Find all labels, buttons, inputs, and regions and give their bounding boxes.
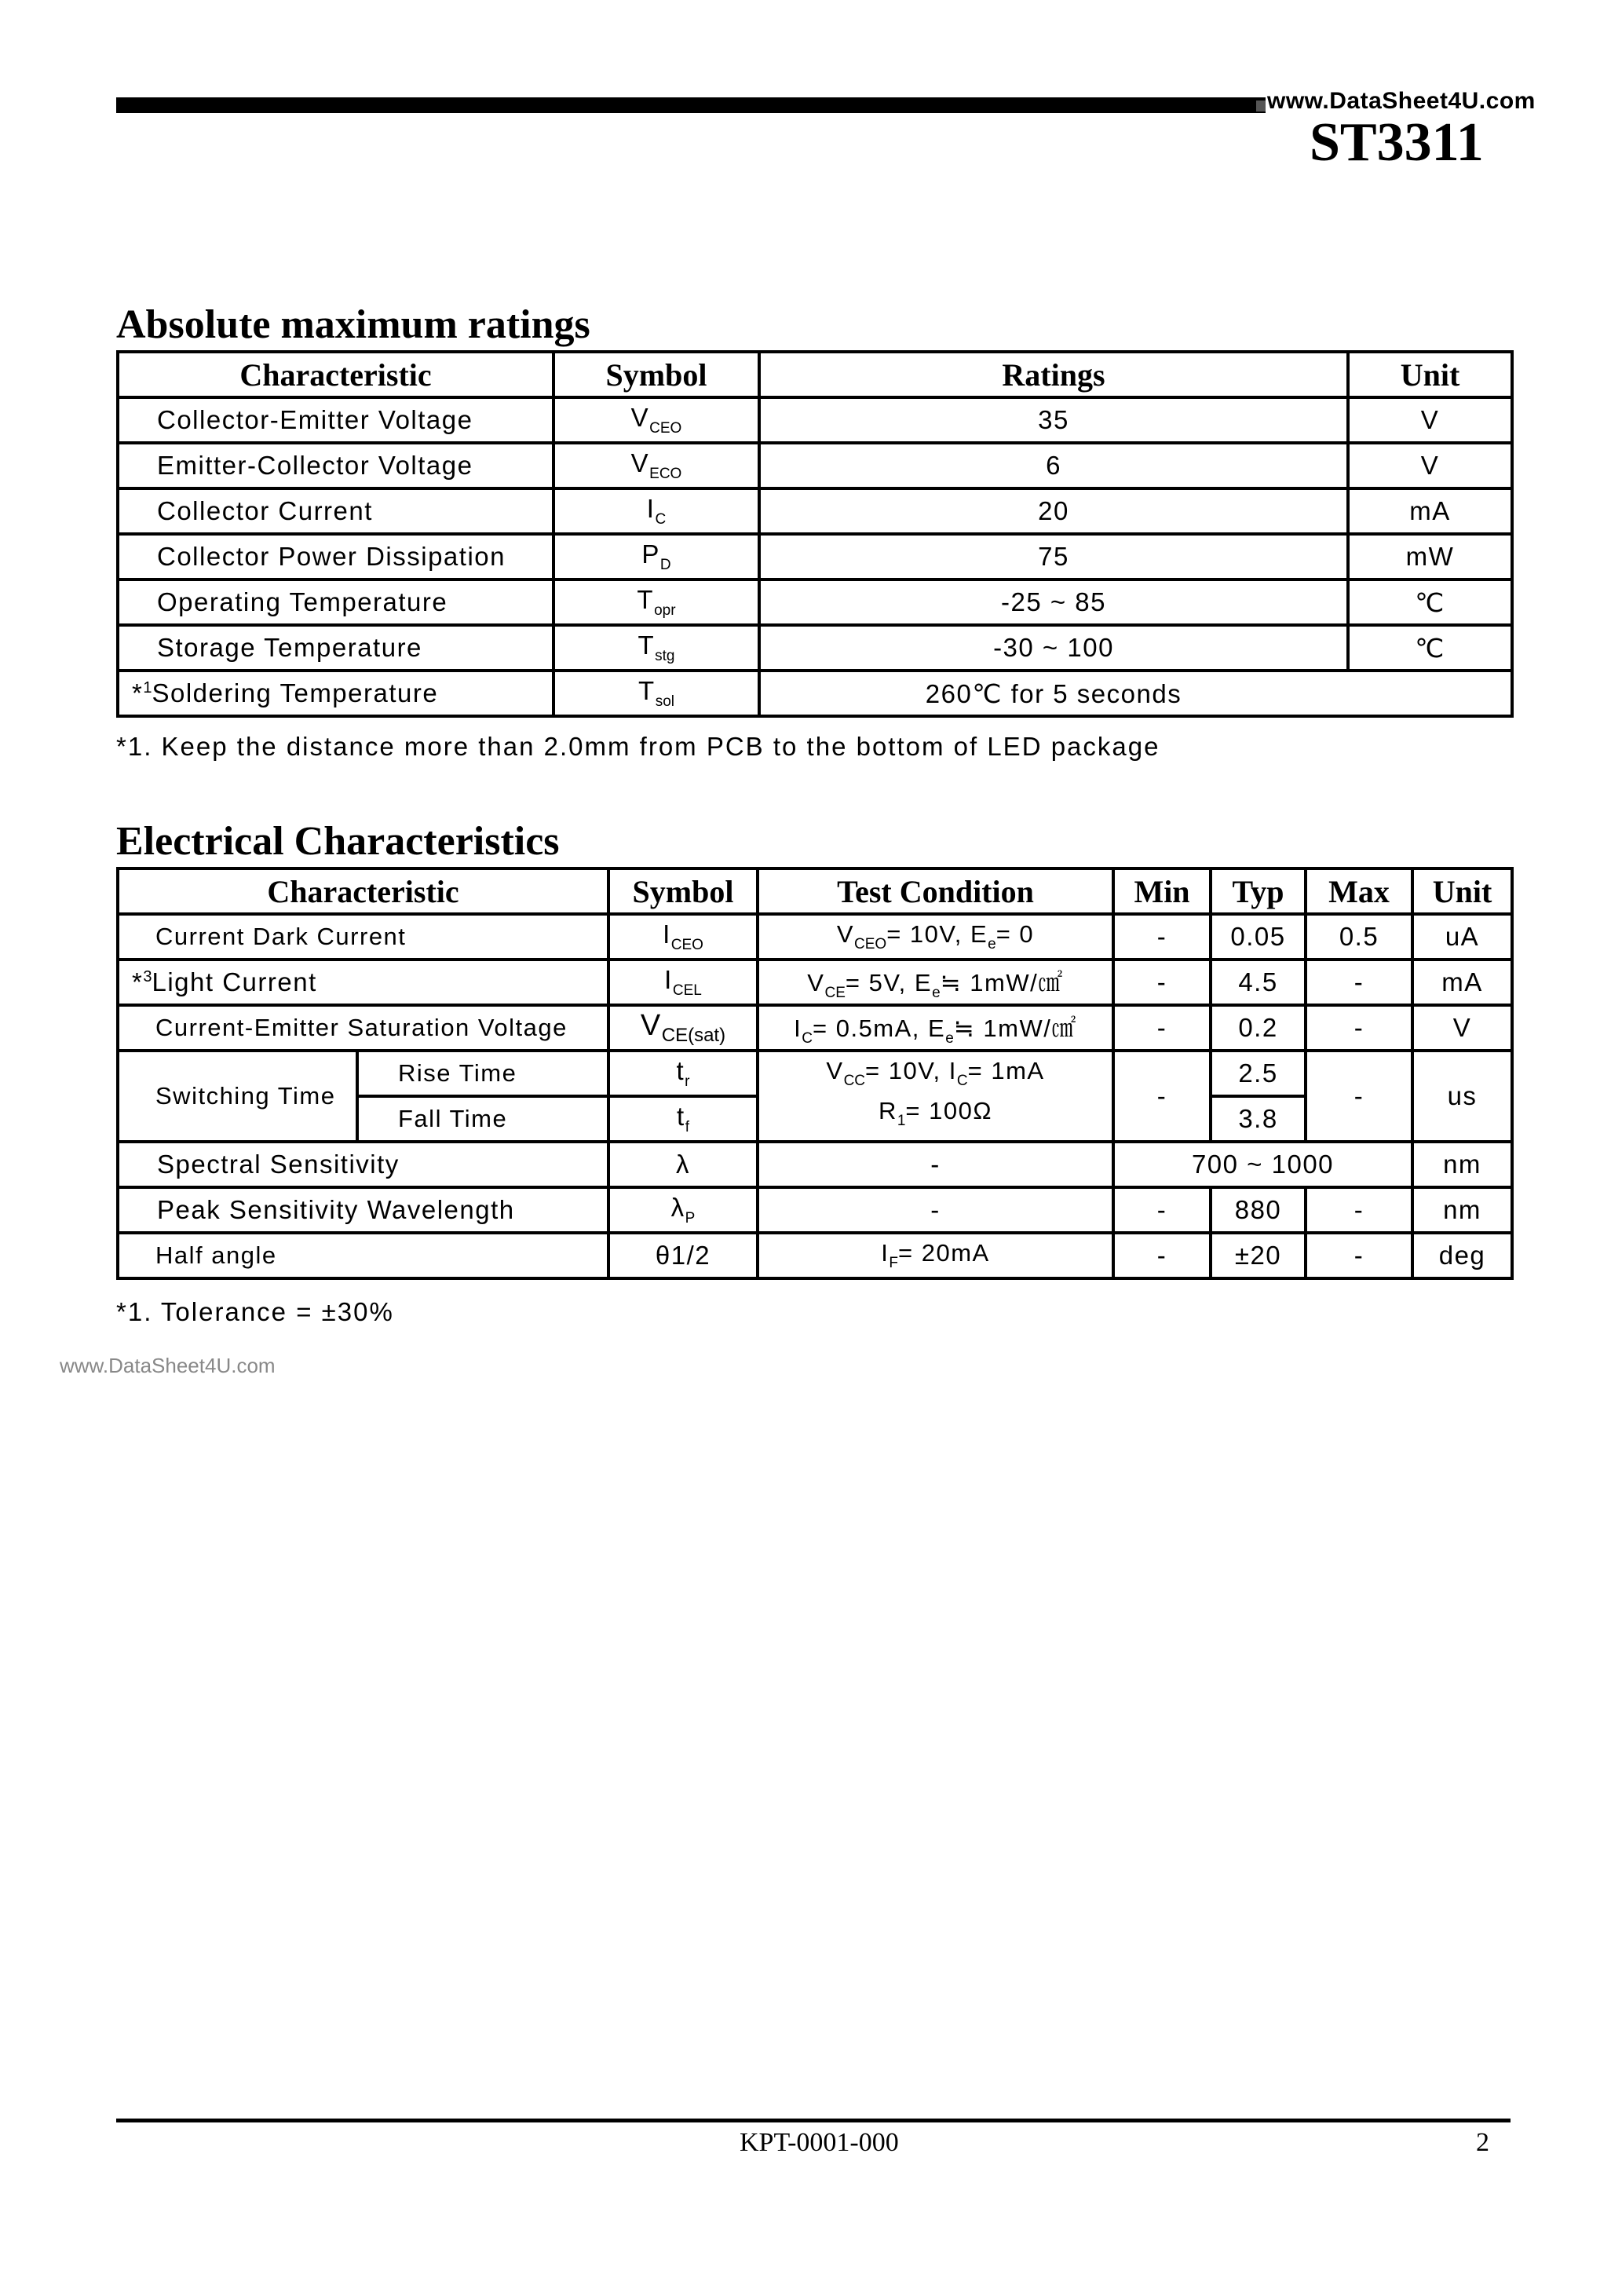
table-row bbox=[118, 1005, 1512, 1051]
row-rating: -25 ~ 85 bbox=[759, 579, 1348, 625]
row-symbol: $V_{CEO}$ bbox=[553, 397, 759, 443]
switching-test-condition bbox=[758, 1051, 1113, 1142]
row-typ: 880 bbox=[1211, 1187, 1306, 1233]
table-row bbox=[118, 1142, 1512, 1187]
row-symbol: θ1/2 bbox=[608, 1233, 758, 1278]
switching-min: - bbox=[1113, 1051, 1211, 1142]
absolute-max-footnote: *1. Keep the distance more than 2.0mm from PCB to the bottom of LED package bbox=[116, 732, 1160, 761]
col-header-ratings: Ratings bbox=[759, 352, 1348, 397]
table-row bbox=[118, 1187, 1512, 1233]
row-rating: 35 bbox=[759, 397, 1348, 443]
row-unit: mA bbox=[1412, 960, 1512, 1005]
row-unit: V bbox=[1348, 397, 1512, 443]
row-test-condition: - bbox=[758, 1187, 1113, 1233]
row-characteristic: Storage Temperature bbox=[118, 625, 553, 671]
row-unit: ℃ bbox=[1348, 625, 1512, 671]
fall-time-symbol: $t_f$ bbox=[608, 1096, 758, 1142]
row-characteristic: Peak Sensitivity Wavelength bbox=[118, 1187, 608, 1233]
row-rating: 20 bbox=[759, 488, 1348, 534]
row-test-condition: $V_{CE}= 5V$, $E_e≒$ 1mW/㎠ bbox=[758, 960, 1113, 1005]
row-symbol: $\lambda_P$ bbox=[608, 1187, 758, 1233]
row-unit: nm bbox=[1412, 1142, 1512, 1187]
table-header-row bbox=[118, 352, 1512, 397]
row-test-condition: $I_F= 20mA$ bbox=[758, 1233, 1113, 1278]
table-row bbox=[118, 534, 1512, 579]
row-typ: ±20 bbox=[1211, 1233, 1306, 1278]
col-header-symbol: Symbol bbox=[608, 868, 758, 914]
row-characteristic: Collector Power Dissipation bbox=[118, 534, 553, 579]
row-unit: ℃ bbox=[1348, 579, 1512, 625]
row-symbol: $P_D$ bbox=[553, 534, 759, 579]
table-row bbox=[118, 914, 1512, 960]
col-header-max: Max bbox=[1306, 868, 1412, 914]
row-unit: uA bbox=[1412, 914, 1512, 960]
footer-document-code: KPT-0001-000 bbox=[740, 2128, 899, 2157]
fall-time-label: Fall Time bbox=[357, 1096, 608, 1142]
row-test-condition: $I_C= 0.5mA$, $E_e≒$ 1mW/㎠ bbox=[758, 1005, 1113, 1051]
row-symbol: $T_{stg}$ bbox=[553, 625, 759, 671]
table-row bbox=[118, 960, 1512, 1005]
row-rating: 75 bbox=[759, 534, 1348, 579]
col-header-unit: Unit bbox=[1348, 352, 1512, 397]
rise-time-symbol: $t_r$ bbox=[608, 1051, 758, 1096]
row-characteristic: Collector-Emitter Voltage bbox=[118, 397, 553, 443]
absolute-max-title: Absolute maximum ratings bbox=[116, 302, 590, 347]
footer-rule bbox=[116, 2119, 1511, 2122]
electrical-table bbox=[116, 867, 1514, 1280]
table-row bbox=[118, 625, 1512, 671]
row-rating: 6 bbox=[759, 443, 1348, 488]
switching-condition-line2: $R_1= 100\Omega$ bbox=[878, 1097, 993, 1129]
row-unit: nm bbox=[1412, 1187, 1512, 1233]
table-row bbox=[118, 1233, 1512, 1278]
row-symbol: $I_C$ bbox=[553, 488, 759, 534]
row-characteristic: *$^3$Light Current bbox=[118, 960, 608, 1005]
row-typ: 4.5 bbox=[1211, 960, 1306, 1005]
row-symbol: $T_{sol}$ bbox=[553, 671, 759, 716]
col-header-unit: Unit bbox=[1412, 868, 1512, 914]
row-rating: -30 ~ 100 bbox=[759, 625, 1348, 671]
row-min: - bbox=[1113, 1187, 1211, 1233]
row-min: - bbox=[1113, 1005, 1211, 1051]
row-characteristic: Spectral Sensitivity bbox=[118, 1142, 608, 1187]
row-unit: mA bbox=[1348, 488, 1512, 534]
col-header-symbol: Symbol bbox=[553, 352, 759, 397]
col-header-characteristic: Characteristic bbox=[118, 868, 608, 914]
switching-max: - bbox=[1306, 1051, 1412, 1142]
row-unit: mW bbox=[1348, 534, 1512, 579]
row-symbol: $T_{opr}$ bbox=[553, 579, 759, 625]
switching-condition-line1: $V_{CC}= 10V$, $I_C= 1mA$ bbox=[826, 1057, 1045, 1089]
col-header-typ: Typ bbox=[1211, 868, 1306, 914]
row-min: - bbox=[1113, 960, 1211, 1005]
row-characteristic: Half angle bbox=[118, 1233, 608, 1278]
electrical-title: Electrical Characteristics bbox=[116, 819, 560, 864]
row-characteristic: Collector Current bbox=[118, 488, 553, 534]
row-typ: 0.2 bbox=[1211, 1005, 1306, 1051]
row-unit: deg bbox=[1412, 1233, 1512, 1278]
row-max: - bbox=[1306, 960, 1412, 1005]
col-header-characteristic: Characteristic bbox=[118, 352, 553, 397]
electrical-footnote: *1. Tolerance = ±30% bbox=[116, 1297, 394, 1326]
row-test-condition: - bbox=[758, 1142, 1113, 1187]
row-test-condition: $V_{CEO}= 10V$, $E_e= 0$ bbox=[758, 914, 1113, 960]
row-max: - bbox=[1306, 1187, 1412, 1233]
row-unit: V bbox=[1412, 1005, 1512, 1051]
absolute-max-table bbox=[116, 350, 1514, 718]
row-max: - bbox=[1306, 1005, 1412, 1051]
row-symbol: $I_{CEO}$ bbox=[608, 914, 758, 960]
switching-unit: us bbox=[1412, 1051, 1512, 1142]
col-header-test-condition: Test Condition bbox=[758, 868, 1113, 914]
rise-time-label: Rise Time bbox=[357, 1051, 608, 1096]
table-row bbox=[118, 671, 1512, 716]
page-number: 2 bbox=[1476, 2128, 1489, 2157]
table-row bbox=[118, 579, 1512, 625]
row-min: - bbox=[1113, 914, 1211, 960]
table-row bbox=[118, 443, 1512, 488]
table-header-row bbox=[118, 868, 1512, 914]
col-header-min: Min bbox=[1113, 868, 1211, 914]
row-rating: 260℃ for 5 seconds bbox=[759, 671, 1512, 716]
table-row bbox=[118, 488, 1512, 534]
header-watermark[interactable]: www.DataSheet4U.com bbox=[1267, 88, 1536, 114]
table-row bbox=[118, 1051, 1512, 1096]
row-unit: V bbox=[1348, 443, 1512, 488]
row-range: 700 ~ 1000 bbox=[1113, 1142, 1412, 1187]
row-characteristic: Current Dark Current bbox=[118, 914, 608, 960]
switching-time-label: Switching Time bbox=[118, 1051, 357, 1142]
part-number-title: ST3311 bbox=[1310, 112, 1484, 173]
fall-time-typ: 3.8 bbox=[1211, 1096, 1306, 1142]
table-row bbox=[118, 397, 1512, 443]
row-characteristic: Current-Emitter Saturation Voltage bbox=[118, 1005, 608, 1051]
row-typ: 0.05 bbox=[1211, 914, 1306, 960]
row-characteristic: *$^1$Soldering Temperature bbox=[118, 671, 553, 716]
row-characteristic: Emitter-Collector Voltage bbox=[118, 443, 553, 488]
row-max: 0.5 bbox=[1306, 914, 1412, 960]
rise-time-typ: 2.5 bbox=[1211, 1051, 1306, 1096]
row-symbol: λ bbox=[608, 1142, 758, 1187]
row-max: - bbox=[1306, 1233, 1412, 1278]
page-watermark[interactable]: www.DataSheet4U.com bbox=[60, 1354, 276, 1377]
row-symbol: $V_{ECO}$ bbox=[553, 443, 759, 488]
row-symbol: $I_{CEL}$ bbox=[608, 960, 758, 1005]
row-min: - bbox=[1113, 1233, 1211, 1278]
row-characteristic: Operating Temperature bbox=[118, 579, 553, 625]
row-symbol: $V_{CE(sat)}$ bbox=[608, 1005, 758, 1051]
